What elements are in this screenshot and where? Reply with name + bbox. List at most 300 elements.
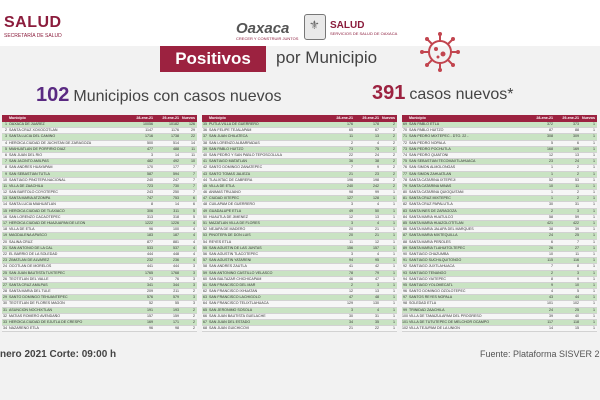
table-cell: 117 xyxy=(547,320,553,324)
table-cell: 49 xyxy=(349,208,353,213)
table-cell: 1176 xyxy=(171,128,179,133)
table-cell: 116 xyxy=(573,258,579,263)
table-cell: 1 xyxy=(593,307,595,312)
table-cell: 533 xyxy=(147,245,153,250)
table-cell: 444 xyxy=(173,264,179,269)
table-cell: 1 xyxy=(593,128,595,133)
table-cell: 1 xyxy=(551,190,553,195)
table-cell: 39 xyxy=(203,146,207,151)
table-cell: 95 xyxy=(375,258,379,263)
table-cell: 3 xyxy=(193,282,195,287)
table-cell: 8 xyxy=(151,202,153,207)
table-cell: 52 xyxy=(549,177,553,182)
table-cell: 100 xyxy=(402,313,408,318)
table-cell: 1 xyxy=(393,190,395,195)
table-cell: 344 xyxy=(173,282,179,287)
table-cell: 89 xyxy=(403,245,407,250)
table-cell: 128 xyxy=(373,196,379,201)
table-cell: SANTA MARIA MIXTEQUILLA xyxy=(409,233,458,238)
table-cell: 211 xyxy=(173,289,179,294)
table-cell: PUTLA VILLA DE GUERRERO xyxy=(209,122,259,126)
table-cell: 306 xyxy=(147,208,153,213)
table-cell: 492 xyxy=(173,159,179,164)
table-cell: VILLA TEJUPAM DE LA UNION xyxy=(409,326,460,331)
table-cell: SAN SEBASTIAN TUTLA xyxy=(9,171,50,176)
table-cell: 75 xyxy=(375,146,379,151)
table-cell: 2 xyxy=(193,307,195,312)
table-cell: 14 xyxy=(191,140,195,145)
table-cell: 240 xyxy=(347,183,353,188)
table-cell: 44 xyxy=(575,295,579,300)
table-cell: 247 xyxy=(173,177,179,182)
table-cell: 72 xyxy=(403,140,407,145)
table-cell: 5 xyxy=(193,214,195,219)
table-cell: 723 xyxy=(147,183,153,188)
table-cell: 47 xyxy=(203,196,207,201)
table-cell: 6 xyxy=(577,140,579,145)
table-cell: 243 xyxy=(147,190,153,195)
table-cell: 594 xyxy=(173,171,179,176)
table-cell: 80 xyxy=(403,190,407,195)
table-cell: 10 xyxy=(191,159,195,164)
table-cell: 69 xyxy=(403,122,407,126)
table-cell: 40 xyxy=(203,152,207,157)
table-cell: 29 xyxy=(191,128,195,133)
virus-icon xyxy=(418,30,462,74)
table-cell: 100 xyxy=(173,227,179,232)
table-cell: 1716 xyxy=(145,134,153,139)
table-cell: 98 xyxy=(349,190,353,195)
table-cell: 1 xyxy=(393,233,395,238)
table-cell: SANTO DOMINGO TEHUANTEPEC xyxy=(9,295,68,300)
salud-logo-left-text: SALUD xyxy=(4,14,62,31)
table-cell: 92 xyxy=(403,264,407,269)
table-cell: NEJAPA DE MADERO xyxy=(209,227,246,232)
table-cell: 308 xyxy=(547,134,553,139)
table-cell: 82 xyxy=(403,202,407,207)
table-cell: 7 xyxy=(193,165,195,170)
table-cell: SANTIAGO JUXTLAHUACA xyxy=(409,264,455,269)
table-cell: 130 xyxy=(373,301,379,306)
table-cell: SANTIAGO SUCHILQUITONGO xyxy=(409,258,462,263)
table-cell: SANTA CRUZ XOXOCOTLAN xyxy=(9,128,58,133)
table-cell: SANTA CATARINA MINAS xyxy=(409,183,452,188)
table-row xyxy=(2,326,197,332)
table-cell: 9 xyxy=(577,276,579,281)
table-cell: 1768 xyxy=(171,270,179,275)
table-cell: 1 xyxy=(593,313,595,318)
table-cell: 2 xyxy=(193,320,195,324)
table-cell: SAN BARTOLO COYOTEPEC xyxy=(9,190,58,195)
table-cell: 196 xyxy=(347,177,353,182)
table-cell: HEROICA CIUDAD DE JUCHITAN DE ZARAGOZA xyxy=(9,140,92,145)
table-cell: SANTA MARIA PEÑOLES xyxy=(409,239,451,244)
table-cell: 4 xyxy=(193,221,195,225)
table-cell: 22 xyxy=(3,251,7,256)
table-cell: 53 xyxy=(575,177,579,182)
table-cell: 14 xyxy=(175,152,179,157)
title-banner: Positivos xyxy=(160,46,266,72)
table-cell: 1147 xyxy=(145,128,153,133)
table-header-cell: Nuevos xyxy=(182,116,195,120)
table-cell: 157 xyxy=(373,245,379,250)
table-cell: 34 xyxy=(349,320,353,324)
table-cell: 8 xyxy=(5,165,7,170)
table-cell: 87 xyxy=(403,233,407,238)
table-cell: 30 xyxy=(3,301,7,306)
table-cell: 11 xyxy=(349,134,353,139)
table-cell: SOLEDAD ETLA xyxy=(409,301,437,306)
table-cell: 2 xyxy=(351,140,353,145)
table-cell: 35 xyxy=(203,122,207,126)
table-cell: 7 xyxy=(193,171,195,176)
table-cell: SAN JUAN CHILATECA xyxy=(209,134,248,139)
table-cell: 50 xyxy=(375,208,379,213)
table-cell: 1 xyxy=(393,208,395,213)
table-cell: 21 xyxy=(349,326,353,331)
table-cell: 51 xyxy=(203,221,207,225)
table-cell: 30 xyxy=(349,313,353,318)
table-cell: SAN PEDRO POCHUTLA xyxy=(409,146,451,151)
table-cell: 1 xyxy=(593,264,595,269)
table-cell: 7 xyxy=(5,159,7,164)
table-cell: SAN SIMON ZAHUATLAN xyxy=(409,171,452,176)
table-cell: 78 xyxy=(403,177,407,182)
table-cell: 22 xyxy=(349,152,353,157)
salud-logo-right: SALUD xyxy=(330,20,365,31)
table-cell: 17 xyxy=(3,221,7,225)
casos-summary xyxy=(372,82,513,105)
table-body xyxy=(402,122,597,332)
table-cell: 1 xyxy=(393,301,395,306)
table-cell: 1 xyxy=(593,152,595,157)
casos-count: 391 xyxy=(372,82,406,104)
title-rest: por Municipio xyxy=(276,48,378,67)
table-cell: 1 xyxy=(593,227,595,232)
table-cell: 27 xyxy=(575,245,579,250)
table-cell: 101 xyxy=(402,320,408,324)
table-header-cell: 28-ene-21 xyxy=(336,116,353,120)
table-cell: 1765 xyxy=(145,270,153,275)
table-cell: HUAUTLA DE JIMENEZ xyxy=(209,214,248,219)
table-cell: 4 xyxy=(193,251,195,256)
table-cell: SALINA CRUZ xyxy=(9,239,33,244)
table-cell: MAGDALENA APASCO xyxy=(9,233,47,238)
table-cell: 177 xyxy=(173,165,179,170)
table-cell: 1 xyxy=(393,264,395,269)
table-cell: 42 xyxy=(203,165,207,170)
table-cell: 1 xyxy=(593,122,595,126)
table-cell: 877 xyxy=(147,239,153,244)
table-cell: 1 xyxy=(593,320,595,324)
table-cell: 36 xyxy=(349,159,353,164)
table-cell: 7 xyxy=(193,183,195,188)
table-cell: 59 xyxy=(203,270,207,275)
table-cell: PINOTEPA DE DON LUIS xyxy=(209,233,251,238)
municipios-count: 102 xyxy=(36,84,70,106)
table-cell: 1 xyxy=(593,270,595,275)
table-cell: 7 xyxy=(193,190,195,195)
table-cell: 30 xyxy=(549,202,553,207)
table-cell: 9 xyxy=(377,165,379,170)
table-cell: 24 xyxy=(3,264,7,269)
table-cell: NAZARENO ETLA xyxy=(9,326,39,331)
table-cell: 1 xyxy=(393,251,395,256)
table-cell: 3 xyxy=(5,134,7,139)
table-cell: 47 xyxy=(349,295,353,300)
table-cell: SAN AGUSTIN YATARENI xyxy=(209,258,252,263)
table-cell: 250 xyxy=(173,190,179,195)
table-cell: 156 xyxy=(347,245,353,250)
table-cell: SANTA CATARINA IXTEPEJI xyxy=(409,177,456,182)
table-cell: 65 xyxy=(203,307,207,312)
table-row xyxy=(202,326,397,332)
table-cell: CUILAPAM DE GUERRERO xyxy=(209,202,255,207)
table-cell: 1 xyxy=(393,239,395,244)
table-cell: 1 xyxy=(393,276,395,281)
table-cell: 747 xyxy=(147,196,153,201)
table-cell: 2 xyxy=(393,165,395,170)
table-cell: 209 xyxy=(147,289,153,294)
table-cell: 4 xyxy=(193,227,195,232)
table-cell: 422 xyxy=(573,221,579,225)
table-cell: 6 xyxy=(193,196,195,201)
table-panel-1 xyxy=(2,115,197,343)
table-header-cell: 28-ene-21 xyxy=(136,116,153,120)
table-cell: 20 xyxy=(349,233,353,238)
table-cell: SAN PEDRO MIXTEPEC - DTO. 22 - xyxy=(409,134,469,139)
table-cell: TRINIDAD ZAACHILA xyxy=(409,307,445,312)
table-cell: VILLA DE TAMAZULAPAM DEL PROGRESO xyxy=(409,313,482,318)
table-cell: 75 xyxy=(403,159,407,164)
table-cell: 36 xyxy=(203,128,207,133)
table-cell: 4 xyxy=(377,251,379,256)
table-cell: 309 xyxy=(573,134,579,139)
table-cell: OAXACA DE JUAREZ xyxy=(9,122,45,126)
table-cell: 341 xyxy=(147,282,153,287)
table-cell: 32 xyxy=(3,313,7,318)
table-cell: 12 xyxy=(3,190,7,195)
table-cell: 13 xyxy=(575,152,579,157)
table-cell: 48 xyxy=(203,202,207,207)
table-header-cell: Municipio xyxy=(209,116,226,120)
table-cell: 11 xyxy=(575,251,579,256)
table-cell: 98 xyxy=(403,301,407,306)
table-cell: SAN AGUSTIN DE LAS JUNTAS xyxy=(209,245,262,250)
table-cell: 171 xyxy=(173,320,179,324)
table-cell: 6 xyxy=(193,202,195,207)
table-cell: GUADALUPE ETLA xyxy=(209,208,242,213)
table-cell: 3 xyxy=(193,301,195,306)
table-header-cell: 29-ene-21 xyxy=(162,116,179,120)
table-cell: 21 xyxy=(3,245,7,250)
table-cell: 1 xyxy=(5,122,7,126)
table-cell: 1 xyxy=(593,301,595,306)
table-header xyxy=(402,115,597,122)
table-cell: 881 xyxy=(173,239,179,244)
table-cell: SANTA MARIA JALAPA DEL MARQUES xyxy=(409,227,474,232)
table-cell: SAN BALTAZAR CHICHICAPAM xyxy=(209,276,262,281)
table-cell: 159 xyxy=(173,313,179,318)
table-cell: 1 xyxy=(593,183,595,188)
table-cell: 70 xyxy=(403,128,407,133)
table-cell: 55 xyxy=(203,245,207,250)
table-cell: SANTA CRUZ AMILPAS xyxy=(9,282,48,287)
table-cell: 66 xyxy=(203,313,207,318)
table-cell: SAN PABLO HUITZO xyxy=(209,146,244,151)
table-cell: 3 xyxy=(193,264,195,269)
table-cell: ZIMATLAN DE ALVAREZ xyxy=(9,258,50,263)
table-cell: 88 xyxy=(575,128,579,133)
table-cell: 20 xyxy=(3,239,7,244)
table-cell: 191 xyxy=(147,307,153,312)
table-cell: 579 xyxy=(173,295,179,300)
table-cell: 115 xyxy=(547,258,553,263)
table-cell: 170 xyxy=(147,165,153,170)
municipios-summary xyxy=(36,84,281,107)
table-cell: 2 xyxy=(393,159,395,164)
table-cell: 33 xyxy=(3,320,7,324)
table-cell: 21 xyxy=(349,171,353,176)
table-cell: SAN LORENZO CACAOTEPEC xyxy=(9,214,61,219)
table-cell: SAN ANTONIO DE LA CAL xyxy=(9,245,53,250)
table-cell: 98 xyxy=(175,326,179,331)
table-cell: 24 xyxy=(575,159,579,164)
table-cell: 1 xyxy=(593,233,595,238)
table-cell: 3 xyxy=(577,270,579,275)
table-cell: 240 xyxy=(147,177,153,182)
table-cell: 2 xyxy=(551,208,553,213)
table-cell: 68 xyxy=(203,326,207,331)
table-cell: 73 xyxy=(149,276,153,281)
table-cell: 169 xyxy=(573,146,579,151)
table-cell: ASUNCION NOCHIXTLAN xyxy=(9,307,53,312)
table-cell: SANTA MARIA HUATULCO xyxy=(409,214,454,219)
table-cell: 63 xyxy=(203,295,207,300)
table-cell: 5 xyxy=(193,208,195,213)
table-cell: VILLA DE ETLA xyxy=(9,227,35,232)
table-cell: 1 xyxy=(551,165,553,170)
table-cell: 23 xyxy=(375,171,379,176)
table-cell: 97 xyxy=(403,295,407,300)
table-cell: SAN JUAN DEL ESTADO xyxy=(209,320,251,324)
table-cell: SAN SEBASTIAN TECOMAXTLAHUACA xyxy=(409,159,476,164)
table-cell: 73 xyxy=(349,146,353,151)
table-cell: 1 xyxy=(593,289,595,294)
table-cell: 58 xyxy=(203,264,207,269)
table-cell: 3 xyxy=(351,307,353,312)
table-cell: 11 xyxy=(349,239,353,244)
table-cell: 2 xyxy=(393,128,395,133)
table-header xyxy=(2,115,197,122)
table-cell: 13 xyxy=(375,134,379,139)
table-cell: 1 xyxy=(393,214,395,219)
table-cell: 1 xyxy=(593,214,595,219)
table-cell: 477 xyxy=(147,146,153,151)
table-cell: 514 xyxy=(173,140,179,145)
table-cell: SANTA CRUZ PAPALUTLA xyxy=(409,202,453,207)
table-cell: 91 xyxy=(403,258,407,263)
table-cell: 81 xyxy=(403,196,407,201)
table-cell: 9 xyxy=(5,171,7,176)
table-cell: SAN FELIPE TEJALAPAM xyxy=(209,128,252,133)
table-cell: 26 xyxy=(549,245,553,250)
table-cell: 1 xyxy=(393,289,395,294)
table-cell: 58 xyxy=(549,214,553,219)
table-cell: TLALIXTAC DE CABRERA xyxy=(209,177,253,182)
table-cell: HEROICA CIUDAD DE TLAXIACO xyxy=(9,208,65,213)
table-cell: 67 xyxy=(203,320,207,324)
table-cell: 27 xyxy=(3,282,7,287)
table-cell: 85 xyxy=(403,221,407,225)
table-cell: 87 xyxy=(549,128,553,133)
table-cell: SANTA CRUZ MIXTEPEC xyxy=(409,196,451,201)
table-cell: 102 xyxy=(573,301,579,306)
table-cell: SAN ANDRES ZAUTLA xyxy=(209,264,247,269)
table-cell: 15 xyxy=(3,208,7,213)
table-cell: 2 xyxy=(5,128,7,133)
table-cell: 587 xyxy=(147,171,153,176)
table-cell: SANTIAGO PINOTEPA NACIONAL xyxy=(9,177,66,182)
table-cell: 1 xyxy=(593,251,595,256)
table-cell: 52 xyxy=(203,227,207,232)
table-cell: 59 xyxy=(575,214,579,219)
table-cell: 55 xyxy=(175,301,179,306)
table-cell: SANTA LUCIA MIAHUATLAN xyxy=(9,202,56,207)
table-cell: 88 xyxy=(403,239,407,244)
table-cell: 1 xyxy=(393,313,395,318)
table-cell: SANTOS REYES NOPALA xyxy=(409,295,453,300)
table-cell: 96 xyxy=(149,326,153,331)
table-cell: SAN ANDRES HUAYAPAM xyxy=(9,165,53,170)
table-cell: 12 xyxy=(349,289,353,294)
table-cell: 34 xyxy=(3,326,7,331)
table-cell: 1 xyxy=(593,326,595,331)
table-cell: 2 xyxy=(393,171,395,176)
table-cell: 2 xyxy=(193,326,195,331)
table-cell: 441 xyxy=(147,264,153,269)
table-cell: 8 xyxy=(577,264,579,269)
table-cell: 3 xyxy=(377,282,379,287)
table-cell: 730 xyxy=(173,183,179,188)
table-cell: 236 xyxy=(173,258,179,263)
table-cell: 99 xyxy=(375,190,379,195)
table-cell: 77 xyxy=(403,171,407,176)
table-cell: SANTA MARIA DEL TULE xyxy=(9,289,51,294)
table-cell: 31 xyxy=(3,307,7,312)
table-cell: 71 xyxy=(403,134,407,139)
table-cell: 24 xyxy=(549,307,553,312)
table-cell: SANTA LUCIA DEL CAMINO xyxy=(9,134,56,139)
top-bar xyxy=(0,0,600,46)
table-cell: 3 xyxy=(193,276,195,281)
table-cell: 40 xyxy=(575,313,579,318)
table-cell: 2 xyxy=(351,282,353,287)
table-cell: 101 xyxy=(547,301,553,306)
table-header-cell: Nuevos xyxy=(582,116,595,120)
table-cell: 65 xyxy=(349,128,353,133)
table-cell: MAZATLAN VILLA DE FLORES xyxy=(209,221,260,225)
table-cell: 37 xyxy=(203,134,207,139)
table-cell: 26 xyxy=(3,276,7,281)
municipios-label: Municipios con casos nuevos xyxy=(73,88,282,105)
table-cell: 2 xyxy=(577,165,579,170)
table-cell: 421 xyxy=(547,221,553,225)
table-cell: 1 xyxy=(393,295,395,300)
table-cell: 83 xyxy=(403,208,407,213)
table-cell: 187 xyxy=(173,233,179,238)
table-cell: CIUDAD IXTEPEC xyxy=(209,196,240,201)
